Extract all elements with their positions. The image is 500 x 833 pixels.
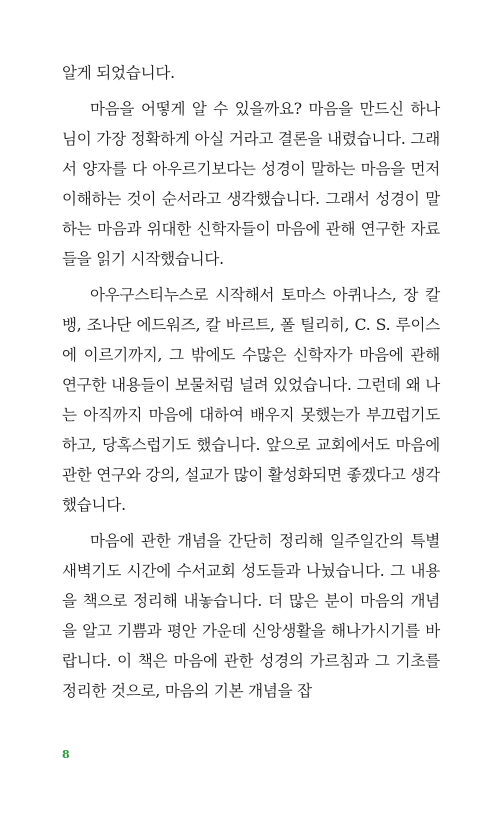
paragraph: 마음을 어떻게 알 수 있을까요? 마음을 만드신 하나님이 가장 정확하게 아실 거라고 결론을 내렸습니다. 그래서 양자를 다 아우르기보다는 성경이 말하는 마음을 먼저 이해하는 것이 순서라고 생각했습니다. 그래서 성경이 말하는 마음과 위대한 신학자들이 마음에 관해 연구한 자료들을 읽기 시작했습니다. bbox=[62, 100, 440, 268]
body-text bbox=[62, 58, 440, 712]
paragraph-continuation: 알게 되었습니다. bbox=[62, 64, 175, 82]
paragraph: 마음에 관한 개념을 간단히 정리해 일주일간의 특별새벽기도 시간에 수서교회 성도들과 나눴습니다. 그 내용을 책으로 정리해 내놓습니다. 더 많은 분이 마음의 개념을 알고 기쁨과 평안 가운데 신앙생활을 해나가시기를 바랍니다. 이 책은 마음에 관한 성경의 가르침과 그 기초를 정리한 것으로, 마음의 기본 개념을 잡 bbox=[62, 532, 440, 700]
paragraph: 아우구스티누스로 시작해서 토마스 아퀴나스, 장 칼뱅, 조나단 에드워즈, 칼 바르트, 폴 틸리히, C. S. 루이스에 이르기까지, 그 밖에도 수많은 신학자가 마음에 관해 연구한 내용들이 보물처럼 널려 있었습니다. 그런데 왜 나는 아직까지 마음에 대하여 배우지 못했는가 부끄럽기도 하고, 당혹스럽기도 했습니다. 앞으로 교회에서도 마음에 관한 연구와 강의, 설교가 많이 활성화되면 좋겠다고 생각했습니다. bbox=[62, 286, 440, 514]
page-number: 8 bbox=[62, 748, 70, 761]
